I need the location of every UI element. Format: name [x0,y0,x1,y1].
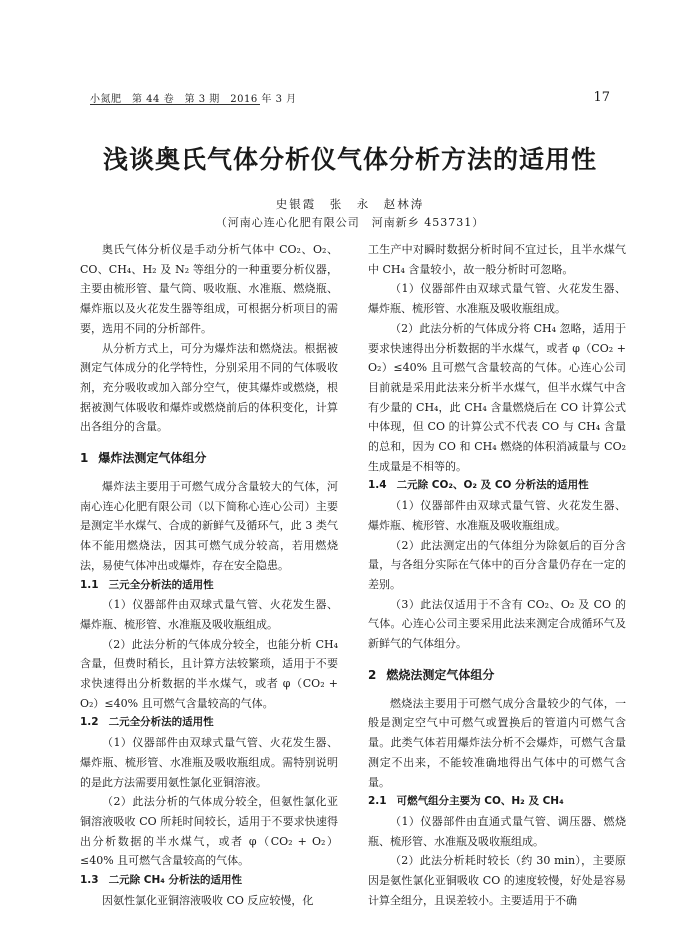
body-paragraph: 工生产中对瞬时数据分析时间不宜过长，且半水煤气中 CH₄ 含量较小，故一般分析时可忽略。 [368,243,626,276]
authors: 史银霞 张 永 赵林涛 [275,197,425,211]
body-paragraph: （1）仪器部件由双球式量气管、火花发生器、爆炸瓶、梳形管、水准瓶及吸收瓶组成。需特别说明的是此方法需要用氨性氯化亚铜溶液。 [80,736,338,789]
subsection-heading [368,792,626,812]
body-paragraph: （2）此法分析的气体成分将 CH₄ 忽略，适用于要求快速得出分析数据的半水煤气，或者 φ（CO₂ + O₂）≤40% 且可燃气含量较高的气体。心连心公司目前就是采用此法来分析半水煤气，但半水煤气中含有少量的 CH₄，此 CH₄ 含量燃烧后在 CO 计算公式中体现，但 CO 的计算公式不代表 CO 与 CH₄ 含量的总和，因为 CO 和 CH₄ 燃烧的体积消减量与 CO₂ 生成量是不相等的。 [368,321,626,473]
heading-text: 爆炸法测定气体组分 [98,451,207,466]
body-paragraph: （1）仪器部件由双球式量气管、火花发生器、爆炸瓶、梳形管、水准瓶及吸收瓶组成。 [80,598,338,631]
heading-text: 二元全分析法的适用性 [108,716,214,729]
body-paragraph: （2）此法测定出的气体组分为除氨后的百分含量，与各组分实际在气体中的百分含量仍存在一定的差别。 [368,538,626,591]
section-heading [80,449,338,467]
body-paragraph: （2）此法分析耗时较长（约 30 min），主要原因是氨性氯化亚铜吸收 CO 的速度较慢，好处是容易计算全组分，且误差较小。主要适用于不确 [368,854,626,907]
left-column [80,240,338,911]
body-paragraph: 因氨性氯化亚铜溶液吸收 CO 反应较慢，化 [102,893,314,907]
affiliation: （河南心连心化肥有限公司 河南新乡 453731） [215,216,485,229]
heading-number: 1.1 [80,578,99,591]
section-heading [368,666,626,684]
article-title: 浅谈奥氏气体分析仪气体分析方法的适用性 [102,145,597,174]
body-paragraph: （2）此法分析的气体成分较全，也能分析 CH₄ 含量，但费时稍长，且计算方法较繁琐，适用于不要求快速得出分析数据的半水煤气，或者 φ（CO₂ + O₂）≤40% 且可燃气含量较高的气体。 [80,637,338,710]
right-column [368,240,626,911]
body-paragraph: （3）此法仅适用于不含有 CO₂、O₂ 及 CO 的气体。心连心公司主要采用此法来测定合成循环气及新鲜气的气体组分。 [368,597,626,651]
heading-number: 1 [80,451,89,466]
heading-number: 1.4 [368,479,387,492]
body-paragraph: 燃烧法主要用于可燃气成分含量较少的气体，一般是测定空气中可燃气或置换后的管道内可燃气含量。此类气体若用爆炸法分析不会爆炸，可燃气含量测定不出来，不能较准确地得出气体中的可燃气含量。 [368,696,626,789]
heading-text: 二元除 CO₂、O₂ 及 CO 分析法的适用性 [396,479,589,492]
subsection-heading [80,713,338,733]
running-header [90,90,610,108]
body-paragraph: 爆炸法主要用于可燃气成分含量较大的气体，河南心连心化肥有限公司（以下简称心连心公司）主要是测定半水煤气、合成的新鲜气及循环气，此 3 类气体不能用燃烧法，因其可燃气成分较高，若用燃烧法，易使气体冲出或爆炸，存在安全隐患。 [80,480,338,572]
body-paragraph: （1）仪器部件由双球式量气管、火花发生器、爆炸瓶、梳形管、水准瓶及吸收瓶组成。 [368,499,626,532]
heading-number: 1.3 [80,874,99,887]
subsection-heading [368,476,626,496]
body-paragraph: （1）仪器部件由直通式量气管、调压器、燃烧瓶、梳形管、水准瓶及吸收瓶组成。 [368,814,626,848]
journal-info: 小氮肥 第 44 卷 第 3 期 2016 年 3 月 [90,94,297,105]
subsection-heading [80,871,338,891]
heading-text: 可燃气组分主要为 CO、H₂ 及 CH₄ [396,795,564,808]
body-paragraph: 奥氏气体分析仪是手动分析气体中 CO₂、O₂、CO、CH₄、H₂ 及 N₂ 等组分的一种重要分析仪器，主要由梳形管、量气筒、吸收瓶、水准瓶、燃烧瓶、爆炸瓶以及火花发生器等组成，可根据分析项目的需要，选用不同的分析部件。 [80,243,338,335]
heading-number: 2 [368,667,377,682]
heading-number: 2.1 [368,795,387,808]
page-number: 17 [593,90,610,105]
header-rule [90,104,260,105]
heading-text: 三元全分析法的适用性 [108,578,214,591]
heading-number: 1.2 [80,716,99,729]
body-paragraph: 从分析方式上，可分为爆炸法和燃烧法。根据被测定气体成分的化学特性，分别采用不同的气体吸收剂，充分吸收或加入部分空气，使其爆炸或燃烧，根据被测气体吸收和爆炸或燃烧前后的体积变化，计算出各组分的含量。 [80,341,338,434]
heading-text: 燃烧法测定气体组分 [386,667,495,682]
heading-text: 二元除 CH₄ 分析法的适用性 [108,874,243,887]
body-paragraph: （2）此法分析的气体成分较全，但氨性氯化亚铜溶液吸收 CO 所耗时间较长，适用于不要求快速得出分析数据的半水煤气，或者 φ（CO₂ + O₂）≤40% 且可燃气含量较高的气体。 [80,795,338,868]
body-paragraph: （1）仪器部件由双球式量气管、火花发生器、爆炸瓶、梳形管、水准瓶及吸收瓶组成。 [368,282,626,316]
subsection-heading [80,576,338,596]
